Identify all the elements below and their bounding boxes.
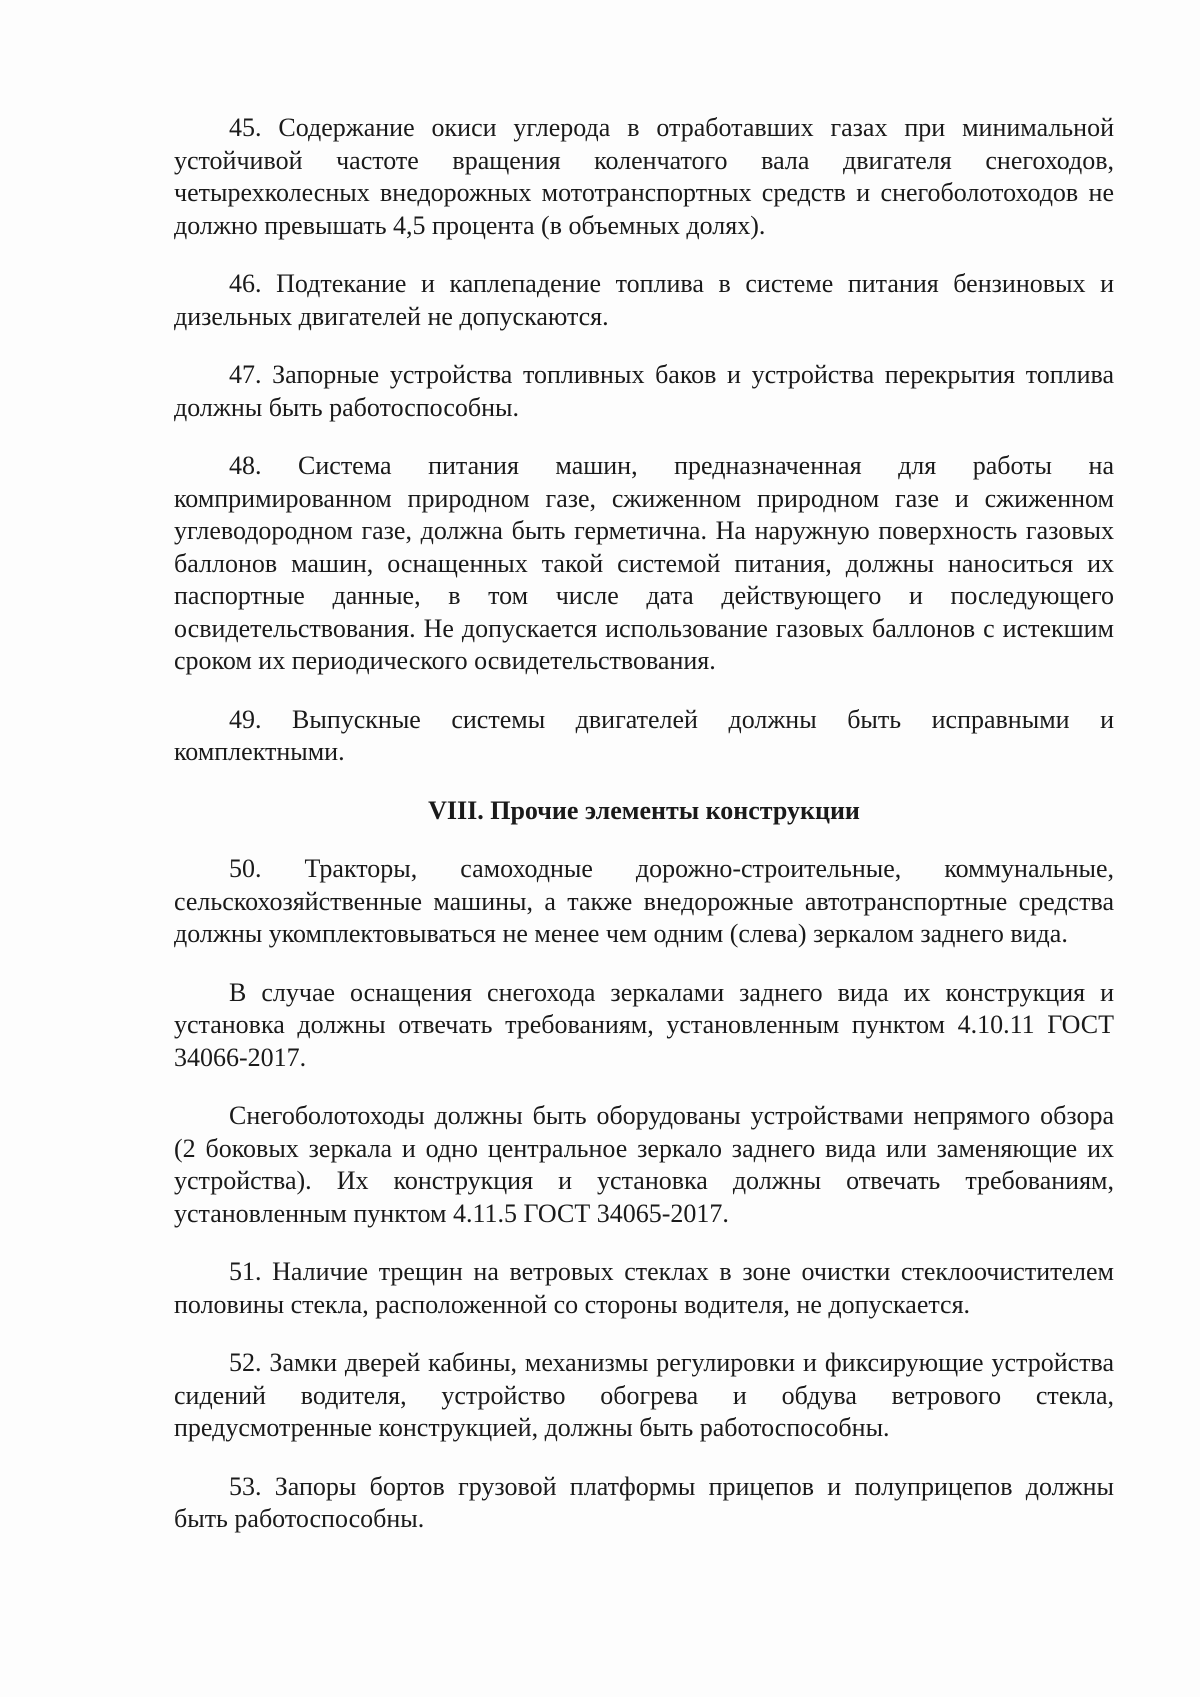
paragraph-47: 47. Запорные устройства топливных баков и устройства перекрытия топлива должны быть работоспособны. <box>174 360 1114 422</box>
paragraph-52: 52. Замки дверей кабины, механизмы регулировки и фиксирующие устройства сидений водителя, устройство обогрева и обдува ветрового стекла, предусмотренные конструкцией, должны быть работоспособны. <box>174 1348 1114 1442</box>
paragraph-53: 53. Запоры бортов грузовой платформы прицепов и полуприцепов должны быть работоспособны. <box>174 1471 1114 1533</box>
paragraph-45: 45. Содержание окиси углерода в отработавших газах при минимальной устойчивой частоте вращения коленчатого вала двигателя снегоходов, четырехколесных внедорожных мототранспортных средств и снегоболотоходов не должно превышать 4,5 процента (в объемных долях). <box>174 113 1114 240</box>
section-heading: VIII. Прочие элементы конструкции <box>428 795 860 825</box>
paragraph-50-swamp-vehicles: Снегоболотоходы должны быть оборудованы устройствами непрямого обзора (2 боковых зеркала и одно центральное зеркало заднего вида или заменяющие их устройства). Их конструкция и установка должны отвечать требованиям, установленным пунктом 4.11.5 ГОСТ 34065-2017. <box>174 1101 1114 1228</box>
paragraph-46: 46. Подтекание и каплепадение топлива в системе питания бензиновых и дизельных двигателей не допускаются. <box>174 269 1114 331</box>
paragraph-51: 51. Наличие трещин на ветровых стеклах в зоне очистки стеклоочистителем половины стекла, расположенной со стороны водителя, не допускается. <box>174 1257 1114 1319</box>
paragraph-48: 48. Система питания машин, предназначенная для работы на компримированном природном газе, сжиженном природном газе и сжиженном углеводородном газе, должна быть герметична. На наружную поверхность газовых баллонов машин, оснащенных такой системой питания, должны наноситься их паспортные данные, в том числе дата действующего и последующего освидетельствования. Не допускается использование газовых баллонов с истекшим сроком их периодического освидетельствования. <box>174 451 1114 675</box>
document-body <box>174 112 1114 1562</box>
paragraph-49: 49. Выпускные системы двигателей должны быть исправными и комплектными. <box>174 704 1114 766</box>
paragraph-50-snowmobile-mirrors: В случае оснащения снегохода зеркалами заднего вида их конструкция и установка должны отвечать требованиям, установленным пунктом 4.10.11 ГОСТ 34066-2017. <box>174 977 1114 1072</box>
paragraph-50: 50. Тракторы, самоходные дорожно-строительные, коммунальные, сельскохозяйственные машины, а также внедорожные автотранспортные средства должны укомплектовываться не менее чем одним (слева) зеркалом заднего вида. <box>174 854 1114 948</box>
